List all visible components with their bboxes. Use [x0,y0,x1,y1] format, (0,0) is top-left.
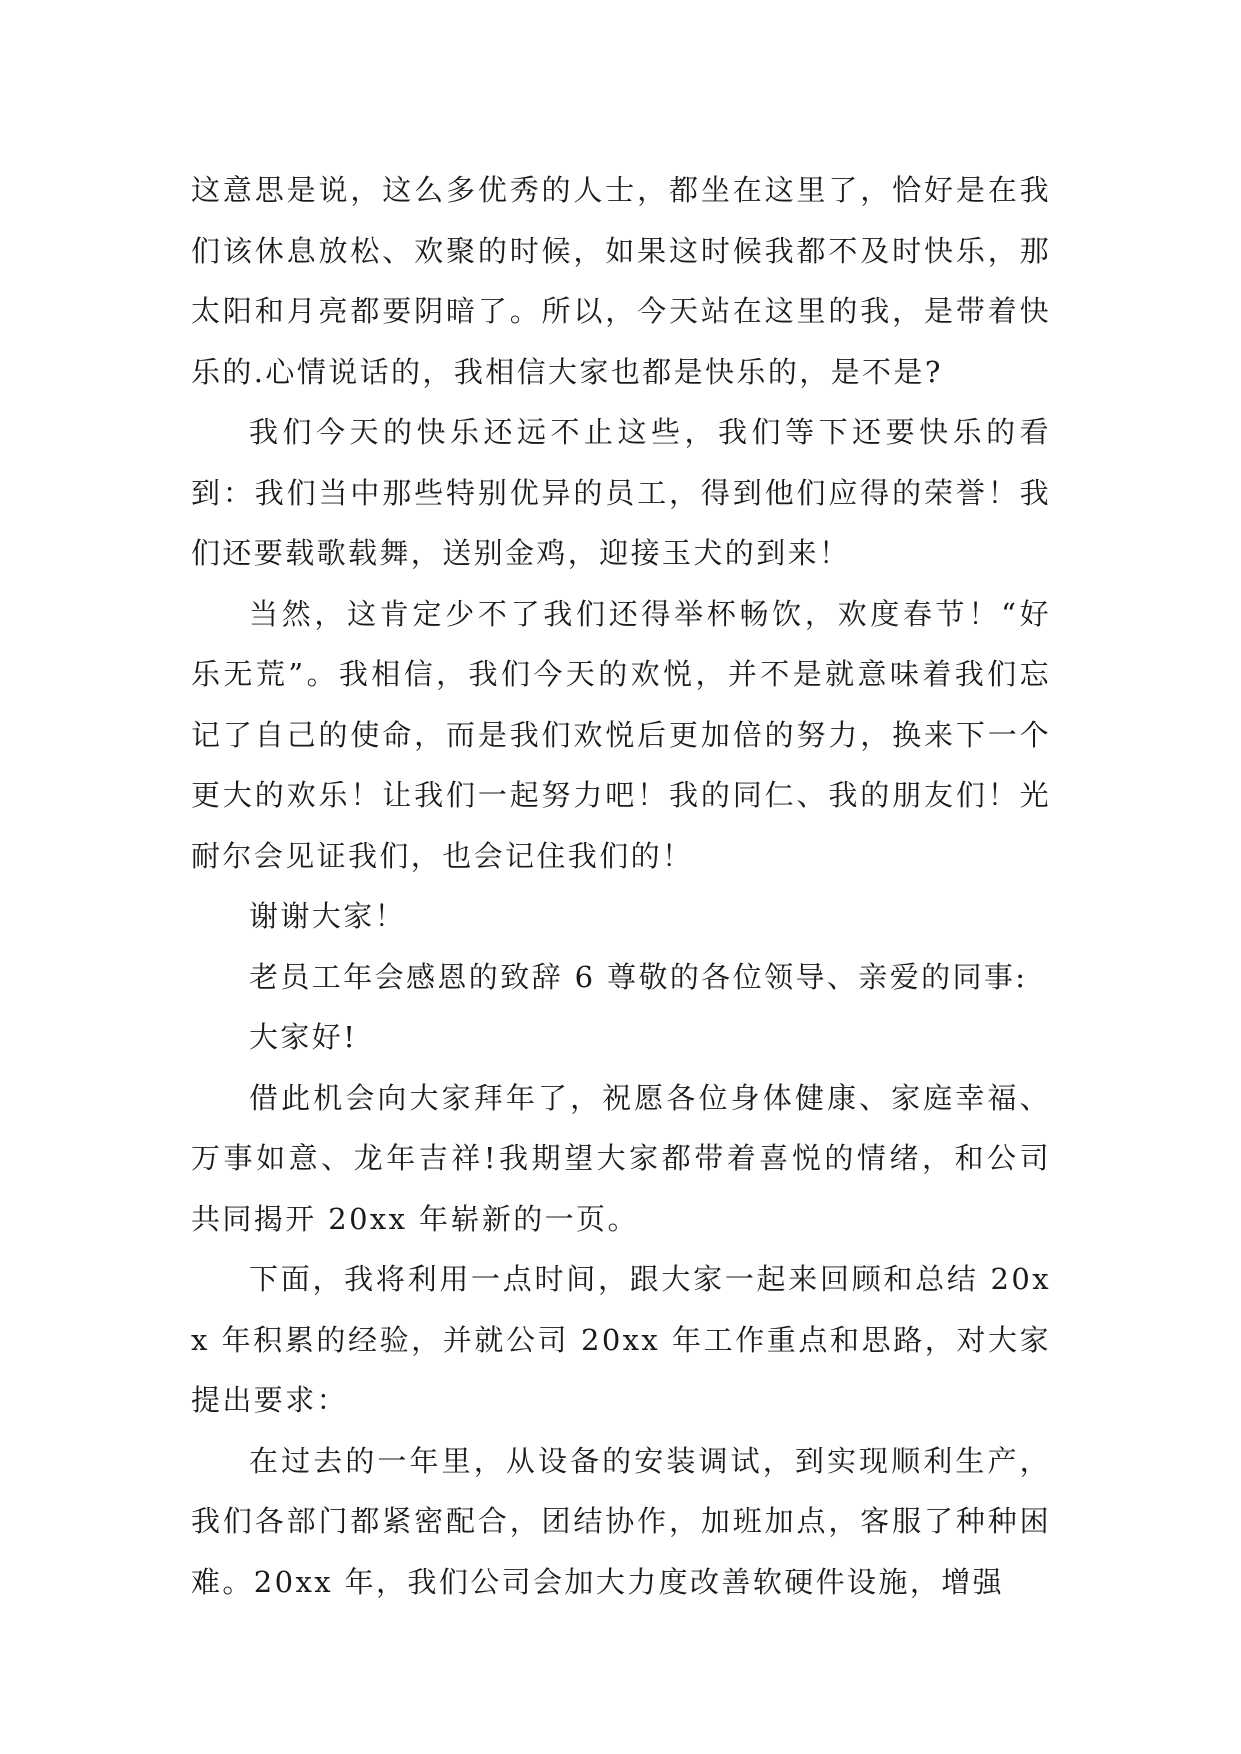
paragraph-9: 在过去的一年里，从设备的安装调试，到实现顺利生产，我们各部门都紧密配合，团结协作，加班加点，客服了种种困难。20xx 年，我们公司会加大力度改善软硬件设施，增强 [191,1443,1051,1599]
document-page [191,160,1051,1612]
paragraph-4: 谢谢大家！ [249,899,407,933]
paragraph-1: 这意思是说，这么多优秀的人士，都坐在这里了，恰好是在我们该休息放松、欢聚的时候，如果这时候我都不及时快乐，那太阳和月亮都要阴暗了。所以，今天站在这里的我，是带着快乐的.心情说话的，我相信大家也都是快乐的，是不是? [191,173,1051,389]
paragraph-7: 借此机会向大家拜年了，祝愿各位身体健康、家庭幸福、万事如意、龙年吉祥!我期望大家都带着喜悦的情绪，和公司共同揭开 20xx 年崭新的一页。 [191,1080,1051,1236]
paragraph-3: 当然，这肯定少不了我们还得举杯畅饮，欢度春节！“好乐无荒”。我相信，我们今天的欢悦，并不是就意味着我们忘记了自己的使命，而是我们欢悦后更加倍的努力，换来下一个更大的欢乐！让我们一起努力吧！我的同仁、我的朋友们！光耐尔会见证我们，也会记住我们的！ [191,596,1051,873]
paragraph-2: 我们今天的快乐还远不止这些，我们等下还要快乐的看到：我们当中那些特别优异的员工，得到他们应得的荣誉！我们还要载歌载舞，送别金鸡，迎接玉犬的到来！ [191,415,1051,570]
paragraph-5-speech-title: 老员工年会感恩的致辞 6 尊敬的各位领导、亲爱的同事: [249,959,1028,994]
paragraph-8: 下面，我将利用一点时间，跟大家一起来回顾和总结 20xx 年积累的经验，并就公司 20xx 年工作重点和思路，对大家提出要求： [191,1262,1051,1417]
paragraph-6-greeting: 大家好! [249,1020,358,1054]
